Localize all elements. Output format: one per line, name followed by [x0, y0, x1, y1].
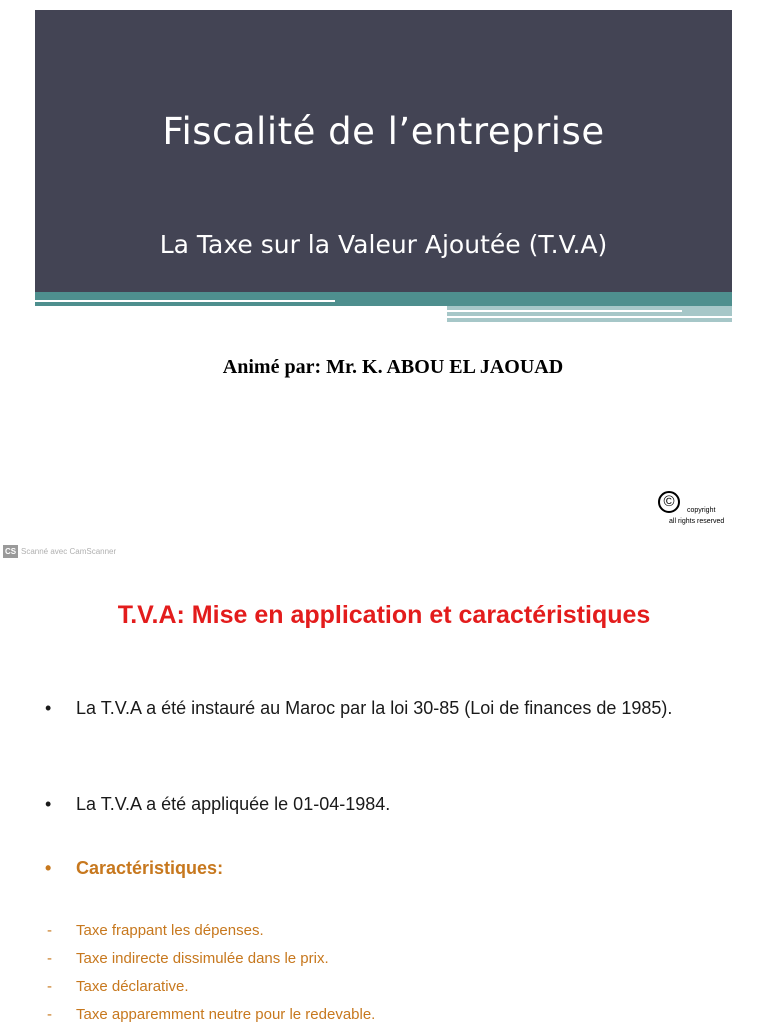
presenter-name: Animé par: Mr. K. ABOU EL JAOUAD — [222, 356, 564, 378]
slide-subtitle: La Taxe sur la Valeur Ajoutée (T.V.A) — [159, 230, 608, 259]
copyright-icon: © — [658, 491, 680, 513]
bullet-item — [45, 695, 736, 721]
bullet-icon: • — [45, 794, 52, 814]
bullet-text: Caractéristiques: — [76, 858, 224, 878]
decorative-line — [447, 310, 682, 312]
decorative-band-light — [447, 306, 732, 322]
bullet-text: La T.V.A a été appliquée le 01-04-1984. — [76, 794, 391, 814]
slide-title: Fiscalité de l’entreprise — [162, 110, 605, 153]
dash-marker: - — [47, 922, 52, 939]
characteristic-text: Taxe indirecte dissimulée dans le prix. — [76, 950, 329, 967]
characteristic-item — [47, 950, 329, 967]
characteristic-item — [47, 978, 189, 995]
decorative-line — [447, 316, 732, 318]
decorative-band-teal — [35, 292, 732, 306]
camscanner-watermark: Scanné avec CamScanner — [21, 547, 117, 556]
bullet-item-heading — [45, 855, 736, 881]
slide-2-title: T.V.A: Mise en application et caractéristiques — [117, 601, 651, 629]
slide-2 — [0, 565, 768, 1024]
decorative-line — [35, 300, 335, 302]
title-box — [35, 10, 732, 292]
dash-marker: - — [47, 978, 52, 995]
dash-marker: - — [47, 950, 52, 967]
characteristic-text: Taxe frappant les dépenses. — [76, 922, 264, 939]
bullet-icon: • — [45, 698, 52, 718]
copyright-label: copyright — [687, 507, 716, 514]
camscanner-logo-icon: CS — [4, 547, 17, 556]
characteristic-item — [47, 1006, 376, 1023]
rights-reserved-label: all rights reserved — [669, 518, 725, 525]
bullet-item — [45, 791, 736, 817]
bullet-icon: • — [45, 858, 52, 878]
characteristic-text: Taxe déclarative. — [76, 978, 189, 995]
characteristic-text: Taxe apparemment neutre pour le redevable. — [76, 1006, 376, 1023]
bullet-text: La T.V.A a été instauré au Maroc par la loi 30-85 (Loi de finances de 1985). — [76, 698, 673, 718]
dash-marker: - — [47, 1006, 52, 1023]
characteristic-item — [47, 922, 264, 939]
